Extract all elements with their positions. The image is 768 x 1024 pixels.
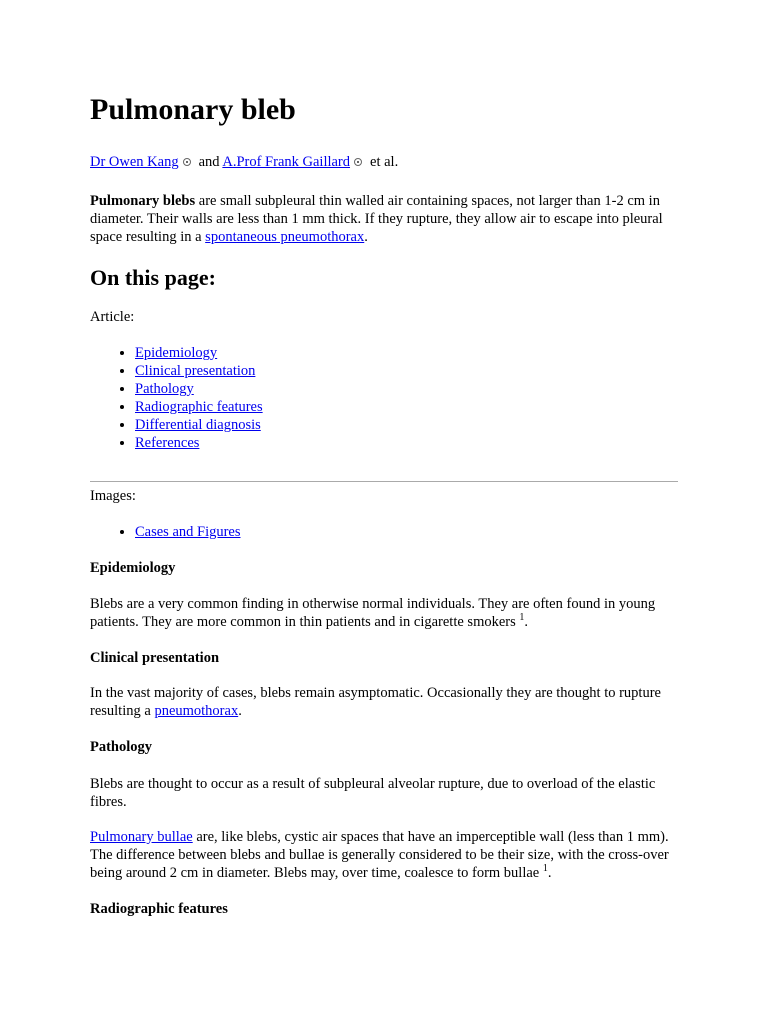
author-link-2[interactable]: A.Prof Frank Gaillard [222,154,351,170]
toc-link-radiographic-features[interactable]: Radiographic features [135,399,263,415]
list-item [135,398,725,416]
et-al-text: et al. [370,154,399,170]
intro-bold-term: Pulmonary blebs [90,193,196,209]
toc-list [90,344,725,452]
list-item [135,434,725,452]
spontaneous-pneumothorax-link[interactable]: spontaneous pneumothorax [205,229,365,245]
author-link-1[interactable]: Dr Owen Kang [90,154,179,170]
list-item [135,380,725,398]
page-title: Pulmonary bleb [90,93,296,126]
toc-link-epidemiology[interactable]: Epidemiology [135,345,218,361]
images-list [90,523,725,541]
pulmonary-bullae-link[interactable]: Pulmonary bullae [90,829,193,845]
list-item [135,416,725,434]
pneumothorax-link[interactable]: pneumothorax [154,703,239,719]
clinical-text: In the vast majority of cases, blebs remain asymptomatic. Occasionally they are thought to rupture resulting a [90,685,661,719]
author-line [90,153,680,171]
radiographic-features-heading: Radiographic features [90,901,228,917]
intro-text: are small subpleural thin walled air containing spaces, not larger than 1-2 cm in diameter. Their walls are less than 1 mm thick. If they rupture, they allow air to escape into pleural space resulting in a [90,193,663,245]
toc-link-clinical-presentation[interactable]: Clinical presentation [135,363,256,379]
article-label: Article: [90,309,135,325]
list-item [135,362,725,380]
pathology-text: are, like blebs, cystic air spaces that have an imperceptible wall (less than 1 mm). The difference between blebs and bullae is generally considered to be their size, with the cross-over being around 2 cm in diameter. Blebs may, over time, coalesce to form bullae [90,829,669,881]
list-item [135,523,725,541]
clinical-end: . [238,703,242,719]
cases-and-figures-link[interactable]: Cases and Figures [135,524,241,540]
toc-link-pathology[interactable]: Pathology [135,381,194,397]
intro-end: . [364,229,368,245]
clinical-paragraph [90,684,680,720]
epidemiology-text: Blebs are a very common finding in otherwise normal individuals. They are often found in young patients. They are more common in thin patients and in cigarette smokers [90,596,656,630]
list-item [135,344,725,362]
pathology-end: . [547,865,552,881]
citation-sup: 1 [542,863,548,875]
images-label: Images: [90,488,136,504]
toc-heading: On this page: [90,265,216,290]
and-text: and [198,154,220,170]
external-link-icon[interactable] [183,158,191,166]
pathology-heading: Pathology [90,739,153,755]
epidemiology-end: . [524,614,529,630]
divider [90,481,678,482]
clinical-presentation-heading: Clinical presentation [90,650,220,666]
external-link-icon[interactable] [354,158,362,166]
toc-link-references[interactable]: References [135,435,200,451]
citation-sup: 1 [519,612,525,624]
pathology-paragraph-1: Blebs are thought to occur as a result of subpleural alveolar rupture, due to overload of the elastic fibres. [90,776,656,810]
toc-link-differential-diagnosis[interactable]: Differential diagnosis [135,417,261,433]
epidemiology-heading: Epidemiology [90,560,176,576]
intro-paragraph [90,192,680,246]
epidemiology-paragraph [90,595,680,631]
pathology-paragraph-2 [90,828,680,882]
